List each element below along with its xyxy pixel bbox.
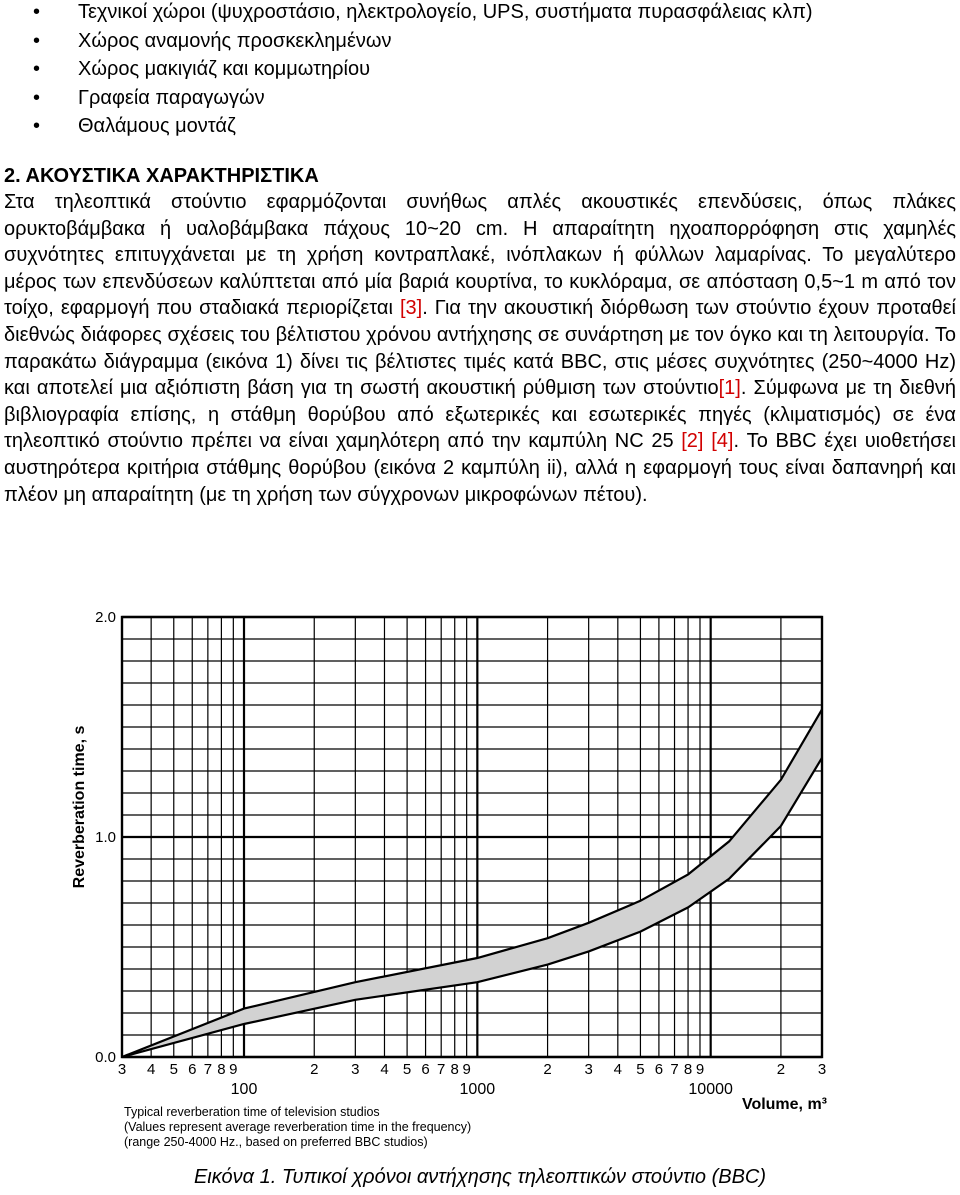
citation-link[interactable]: [3] [399,297,423,320]
x-tick-label: 3 [584,1061,593,1078]
x-tick-label: 9 [229,1061,238,1078]
x-tick-label: 6 [654,1061,664,1078]
paragraph-text: Σύμφωνα με τη διεθνή βιβλιογραφία επίσης, η στάθμη θορύβου από εξωτερικές και εσωτερικές πηγές (κλιματισμός) σε ένα τηλεοπτικό στούντιο πρέπει να είναι χαμηλότερη από την καμπύλη NC 25 [4,377,956,453]
room-list [0,0,960,141]
x-tick-label: 4 [613,1061,622,1078]
x-axis-label: Volume, m³ [741,1096,827,1113]
list-item: • Χώρος αναμονής προσκεκλημένων [0,27,960,56]
paragraph-text: Στα τηλεοπτικά στούντιο εφαρμόζονται συνήθως απλές ακουστικές επενδύσεις, όπως πλάκες ορυκτοβάμβακα ή υαλοβάμβακα πάχους 10~20 cm. Η απαραίτητη ηχοαπορρόφηση στις χαμηλές συχνότητες επιτυγχάνεται με τη χρήση κοντραπλακέ, ινόπλακων ή φύλλων λαμαρίνας. Το μεγαλύτερο μέρος των επενδύσεων καλύπτεται από μία βαριά κουρτίνα, το κυκλόραμα, σε απόσταση 0,5~1 m από τον τοίχο, εφαρμογή που σταδιακά περιορίζεται [4,191,956,320]
body-paragraph [4,189,956,508]
x-tick-label: 4 [380,1061,389,1078]
x-tick-label: 5 [636,1061,645,1078]
chart-canvas [60,600,900,1155]
x-tick-label: 9 [462,1061,471,1078]
x-tick-label: 5 [169,1061,178,1078]
x-tick-label: 9 [695,1061,705,1078]
list-item: • Χώρος μακιγιάζ και κομμωτηρίου [0,55,960,84]
x-tick-label: 2 [310,1061,319,1078]
x-tick-label: 3 [817,1061,827,1078]
x-tick-label: 7 [670,1061,679,1078]
x-tick-label: 2 [776,1061,786,1078]
x-tick-label: 8 [683,1061,693,1078]
y-tick-label: 2.0 [95,609,116,626]
reverberation-band [122,709,822,1057]
paragraph-text: Για την ακουστική διόρθωση των στούντιο έχουν προταθεί διεθνώς διάφορες σχέσεις του βέλτιστου χρόνου αντήχησης σε συνάρτηση με τον όγκο και τη λειτουργία. Το παρακάτω διάγραμμα (εικόνα 1) δίνει τις βέλτιστες τιμές κατά BBC, στις μέσες συχνότητες (250~4000 Hz) και αποτελεί μια αξιόπιστη βάση για τη σωστή ακουστική ρύθμιση των στούντιο [4,297,957,400]
x-tick-label: 10000 [688,1081,733,1098]
x-tick-label: 3 [117,1061,127,1078]
x-tick-label: 7 [203,1061,213,1078]
figure-caption: Εικόνα 1. Τυπικοί χρόνοι αντήχησης τηλεοπτικών στούντιο (BBC) [193,1166,767,1188]
paragraph-text: . Το BBC έχει υιοθετήσει αυστηρότερα κριτήρια στάθμης θορύβου (εικόνα 2 καμπύλη ii), αλλά η εφαρμογή τους είναι δαπανηρή και πλέον μη απαραίτητη (με τη χρήση των σύγχρονων μικροφώνων πέτου). [4,430,956,506]
x-tick-label: 3 [351,1061,360,1078]
y-tick-label: 0.0 [95,1049,116,1066]
list-item: • Τεχνικοί χώροι (ψυχροστάσιο, ηλεκτρολογείο, UPS, συστήματα πυρασφάλειας κλπ) [0,0,960,27]
x-tick-label: 8 [217,1061,226,1078]
x-tick-label: 6 [188,1061,197,1078]
y-axis-label: Reverberation time, s [71,725,88,889]
citation-link[interactable]: [1] [718,377,741,400]
x-tick-label: 6 [421,1061,430,1078]
x-tick-label: 8 [450,1061,459,1078]
list-item: • Θαλάμους μοντάζ [0,112,960,141]
paragraph-text: . [740,377,747,400]
paragraph-text: . [422,297,428,320]
x-tick-label: 5 [402,1061,412,1078]
chart-note: Typical reverberation time of television studios [124,1105,380,1119]
citation-link[interactable]: [4] [711,430,734,453]
x-tick-label: 7 [437,1061,446,1078]
chart-note: (range 250-4000 Hz., based on preferred BBC studios) [124,1135,428,1149]
x-tick-label: 2 [543,1061,552,1078]
list-item: • Γραφεία παραγωγών [0,84,960,113]
reverberation-chart [60,600,900,1155]
section-heading: 2. ΑΚΟΥΣΤΙΚΑ ΧΑΡΑΚΤΗΡΙΣΤΙΚΑ [4,165,319,187]
x-tick-label: 1000 [459,1081,496,1098]
x-tick-label: 100 [230,1081,258,1098]
x-tick-label: 4 [146,1061,156,1078]
y-tick-label: 1.0 [95,829,116,846]
citation-link[interactable]: [2] [681,430,704,453]
series-line [122,758,822,1057]
chart-note: (Values represent average reverberation time in the frequency) [124,1120,472,1134]
